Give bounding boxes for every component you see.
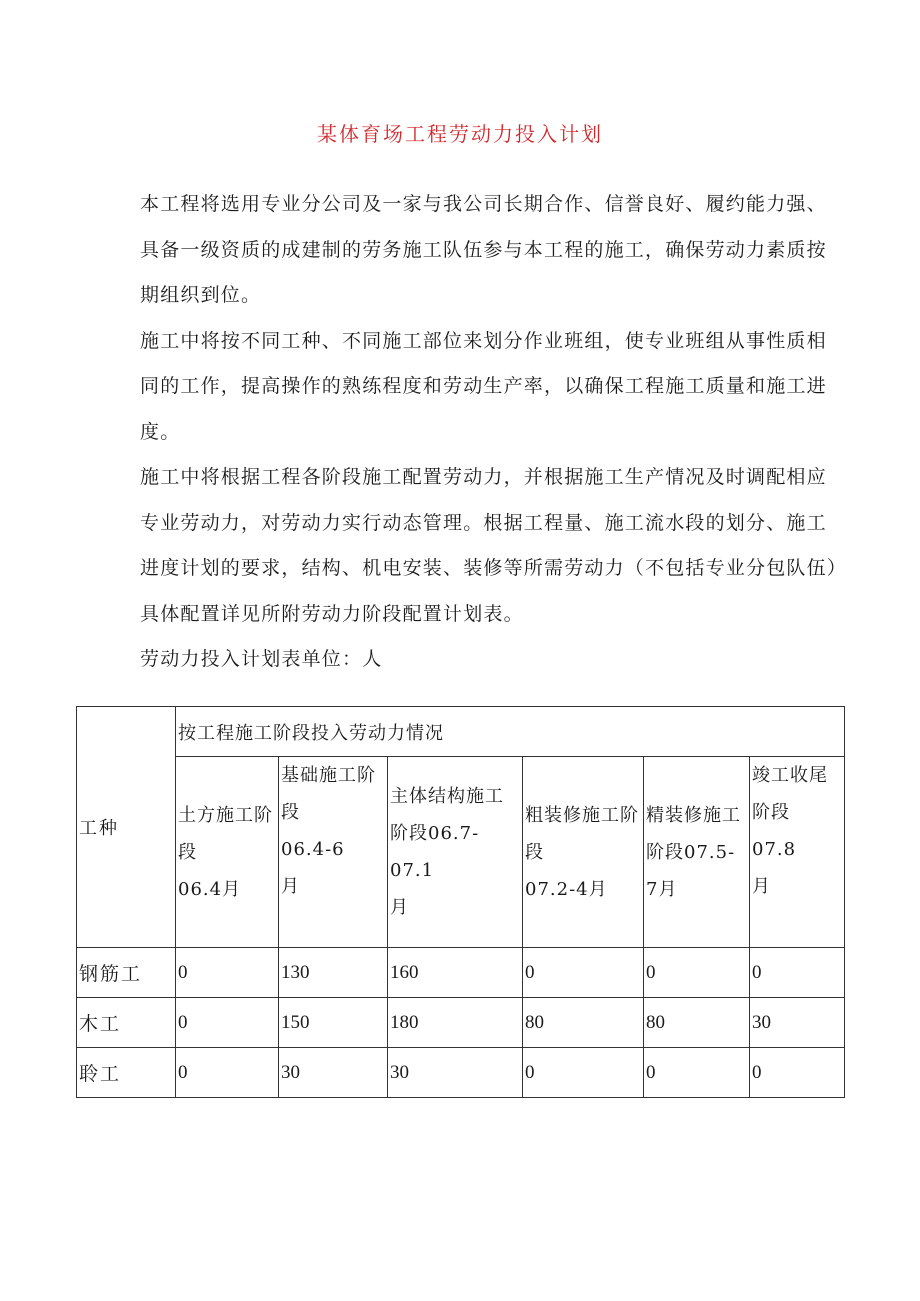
paragraph-2: 施工中将按不同工种、不同施工部位来划分作业班组，使专业班组从事性质相同的工作，提高操作的熟练程度和劳动生产率，以确保工程施工质量和施工进度。 — [140, 329, 827, 443]
table-row — [77, 1048, 845, 1098]
phase-header-main-structure: 主体结构施工阶段06.7- 07.1 月 — [388, 757, 523, 948]
table-row — [77, 998, 845, 1048]
table-row — [77, 948, 845, 998]
page-title: 某体育场工程劳动力投入计划 — [317, 122, 603, 146]
value-cell: 30 — [388, 1048, 523, 1098]
phase-header-foundation: 基础施工阶段 06.4-6 月 — [279, 757, 388, 948]
value-cell: 0 — [644, 1048, 750, 1098]
value-cell: 130 — [279, 948, 388, 998]
value-cell: 80 — [523, 998, 644, 1048]
value-cell: 0 — [523, 948, 644, 998]
value-cell: 0 — [176, 948, 279, 998]
paragraph-3: 施工中将根据工程各阶段施工配置劳动力，并根据施工生产情况及时调配相应专业劳动力，对劳动力实行动态管理。根据工程量、施工流水段的划分、施工进度计划的要求，结构、机电安装、装修等所需劳动力（不包括专业分包队伍）具体配置详见所附劳动力阶段配置计划表。 — [140, 466, 838, 625]
value-cell: 30 — [750, 998, 845, 1048]
phase-header-completion: 竣工收尾阶段 07.8 月 — [750, 757, 845, 948]
worktype-cell: 木工 — [77, 998, 176, 1048]
value-cell: 160 — [388, 948, 523, 998]
worktype-header: 工种 — [77, 707, 176, 948]
worktype-cell: 钢筋工 — [77, 948, 176, 998]
value-cell: 30 — [279, 1048, 388, 1098]
unit-note: 劳动力投入计划表单位：人 — [140, 648, 383, 670]
worktype-cell: 聆工 — [77, 1048, 176, 1098]
value-cell: 80 — [644, 998, 750, 1048]
value-cell: 0 — [176, 998, 279, 1048]
phase-header-rough-decoration: 粗装修施工阶段 07.2-4月 — [523, 757, 644, 948]
phase-header-earthwork: 土方施工阶段 06.4月 — [176, 757, 279, 948]
value-cell: 0 — [750, 948, 845, 998]
value-cell: 150 — [279, 998, 388, 1048]
value-cell: 180 — [388, 998, 523, 1048]
body-text — [140, 182, 845, 683]
paragraph-1: 本工程将选用专业分公司及一家与我公司长期合作、信誉良好、履约能力强、具备一级资质的成建制的劳务施工队伍参与本工程的施工，确保劳动力素质按期组织到位。 — [140, 193, 827, 306]
value-cell: 0 — [523, 1048, 644, 1098]
value-cell: 0 — [176, 1048, 279, 1098]
labor-plan-table — [76, 706, 845, 1098]
phase-header-fine-decoration: 精装修施工阶段07.5- 7月 — [644, 757, 750, 948]
group-header: 按工程施工阶段投入劳动力情况 — [176, 707, 845, 757]
value-cell: 0 — [750, 1048, 845, 1098]
value-cell: 0 — [644, 948, 750, 998]
